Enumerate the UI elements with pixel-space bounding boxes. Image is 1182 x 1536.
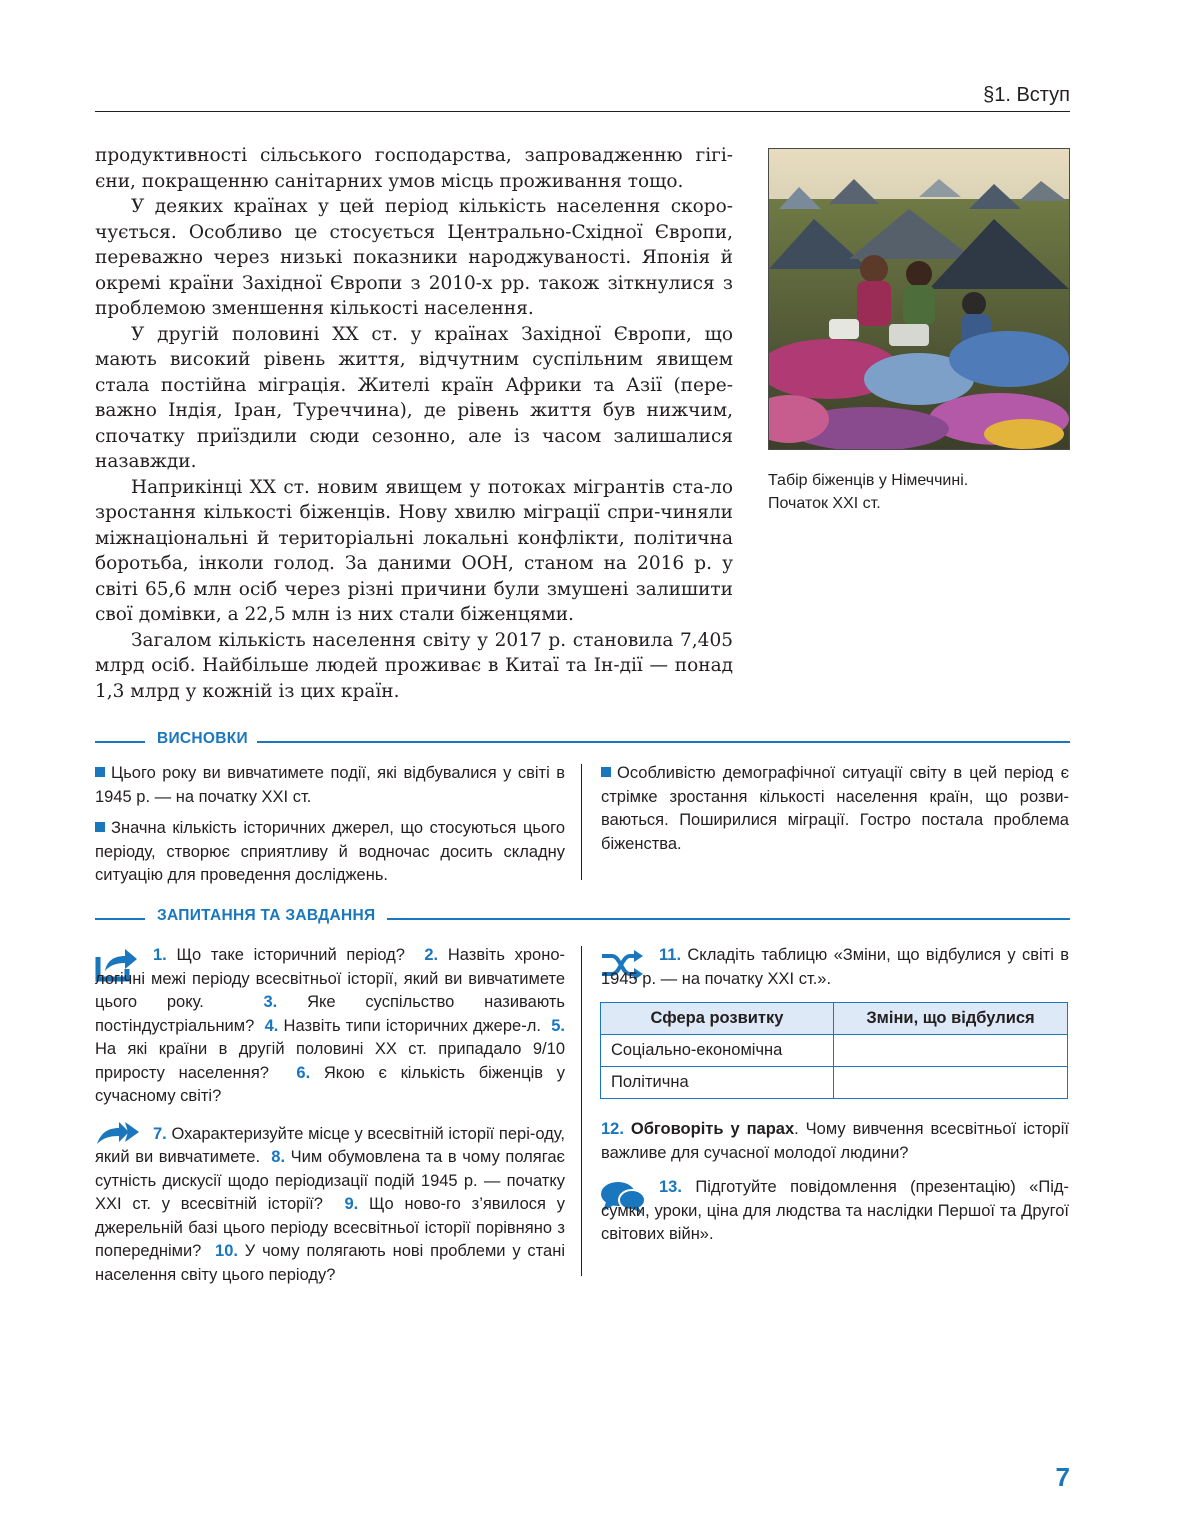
paragraph-4: Наприкінці XX ст. новим явищем у потоках мігрантів ста-ло зростання кількості біженців. Нову хвилю міграції спри-чиняли міжнаціональні й територіальні локальні конфлікти, політична боротьба, інколи голод. За даними ООН, станом на 2016 р. у світі 65,6 млн осіб через різні причини були змушені залишити свої домівки, а 22,5 млн із них стали біженцями. [95,476,733,625]
caption-line-1: Табір біженців у Німеччині. [768,472,969,489]
photo-illustration [769,149,1069,449]
bullet-square-icon [601,767,611,777]
conclusions-right [601,762,1069,864]
questions-title: ЗАПИТАННЯ ТА ЗАВДАННЯ [157,907,376,924]
q1-number: 1. [153,946,167,964]
task-12 [601,1118,1069,1173]
question-11: Складіть таблицю «Зміни, що відбулися у світі в 1945 р. — на початку XXI ст.». [601,946,1069,988]
task-11 [601,944,1069,999]
question-1: Що таке історичний період? [176,946,405,964]
q8-number: 8. [271,1148,286,1166]
changes-table [600,1002,1068,1099]
q4-number: 4. [264,1016,279,1035]
table-cell [834,1067,1068,1099]
question-12: . Чому вивчення всесвітньої історії важливе для сучасної молодої людини? [601,1120,1069,1162]
q9-number: 9. [344,1195,359,1213]
table-cell [834,1035,1068,1067]
table-header-cell: Зміни, що відбулися [834,1003,1068,1035]
table-row [601,1067,1068,1099]
question-group-1 [95,944,565,1109]
table-cell: Політична [601,1067,834,1099]
q12-number: 12. [601,1120,624,1138]
table-cell: Соціально-економічна [601,1035,834,1067]
question-5: На які країни в другій половині XX ст. припадало 9/10 приросту населення? [95,1040,565,1082]
table-header-row [601,1003,1068,1035]
caption-line-2: Початок XXI ст. [768,495,881,512]
heading-rule-right [387,918,1070,920]
question-9: Що ново-го з’явилося у джерельній базі цього періоду всесвітньої історії порівняно з попередніми? [95,1195,566,1260]
questions-left [95,944,565,1295]
q13-number: 13. [659,1178,682,1196]
q12-bold-label: Обговоріть у парах [630,1120,795,1138]
question-10: У чому полягають нові проблеми у стані населення світу цього періоду? [95,1242,565,1284]
conclusions-title: ВИСНОВКИ [157,730,248,747]
conclusion-item: Особливістю демографічної ситуації світу в цей період є стрімке зростання кількості населення країн, що розви-ваються. Поширилися міграції. Гостро постала проблема біженства. [601,764,1069,853]
questions-heading [95,907,1070,927]
question-3: Яке суспільство називають постіндустріальним? [95,993,565,1035]
column-divider [581,764,582,880]
paragraph-5: Загалом кількість населення світу у 2017 р. становила 7,405 млрд осіб. Найбільше людей проживає в Китаї та Ін-дії — понад 1,3 млрд у кожній із цих країн. [95,629,733,702]
q3-number: 3. [263,993,278,1011]
main-text [95,143,733,704]
photo-caption [768,469,1068,515]
q7-number: 7. [153,1124,167,1143]
question-6: Якою є кількість біженців у сучасному світі? [95,1063,565,1105]
q6-number: 6. [296,1063,311,1082]
q2-number: 2. [424,946,439,964]
q10-number: 10. [215,1242,238,1260]
paragraph-2: У деяких країнах у цей період кількість населення скоро-чується. Особливо це стосується Центрально-Східної Європи, переважно через низькі показники народжуваності. Японія й окремі країни Західної Європи з 2010-х рр. також зіткнулися з проблемою зменшення кількості населення. [95,196,733,319]
q5-number: 5. [551,1016,565,1035]
conclusions-heading [95,730,1070,750]
section-header: §1. Вступ [983,84,1070,106]
heading-rule-left [95,918,145,920]
heading-rule-left [95,741,145,743]
q11-number: 11. [659,946,682,964]
table-header-cell: Сфера розвитку [601,1003,834,1035]
question-4: Назвіть типи історичних джере-л. [283,1016,541,1035]
table-row [601,1035,1068,1067]
paragraph-3: У другій половині XX ст. у країнах Західної Європи, що мають високий рівень життя, відчутним суспільним явищем стала постійна міграція. Жителі країн Африки та Азії (пере-важно Індія, Іран, Туреччина), де рівень життя був нижчим, спочатку приїздили сюди сезонно, але із часом залишалися назавжди. [95,323,733,472]
question-2: Назвіть хроно-логічні межі періоду всесвітньої історії, який ви вивчатимете цього року. [95,946,566,1011]
refugee-camp-photo [768,148,1070,450]
conclusion-item: Значна кількість історичних джерел, що стосуються цього періоду, створює сприятливу й водночас досить складну ситуацію для проведення досліджень. [95,819,565,884]
conclusion-item: Цього року ви вивчатимете події, які відбувалися у світі в 1945 р. — на початку XXI ст. [95,764,565,806]
header-rule [95,111,1070,112]
page-number: 7 [1055,1462,1070,1492]
bullet-square-icon [95,822,105,832]
bullet-square-icon [95,767,105,777]
column-divider [581,946,582,1276]
task-13 [601,1176,1069,1255]
paragraph-1: продуктивності сільського господарства, запровадженню гігі-єни, покращенню санітарних умов місць проживання тощо. [95,145,733,192]
question-8: Чим обумовлена та в чому полягає сутність дискусії щодо періодизації подій 1945 р. — початку XXI ст. у всесвітній історії? [95,1148,565,1213]
question-13: Підготуйте повідомлення (презентацію) «Під-сумки, уроки, ціна для людства та наслідки Першої та Другої світових війн». [601,1178,1070,1243]
conclusions-left [95,762,565,896]
question-7: Охарактеризуйте місце у всесвітній історії пері-оду, який ви вивчатимете. [95,1124,565,1166]
heading-rule-right [257,741,1070,743]
question-group-2 [95,1123,565,1288]
